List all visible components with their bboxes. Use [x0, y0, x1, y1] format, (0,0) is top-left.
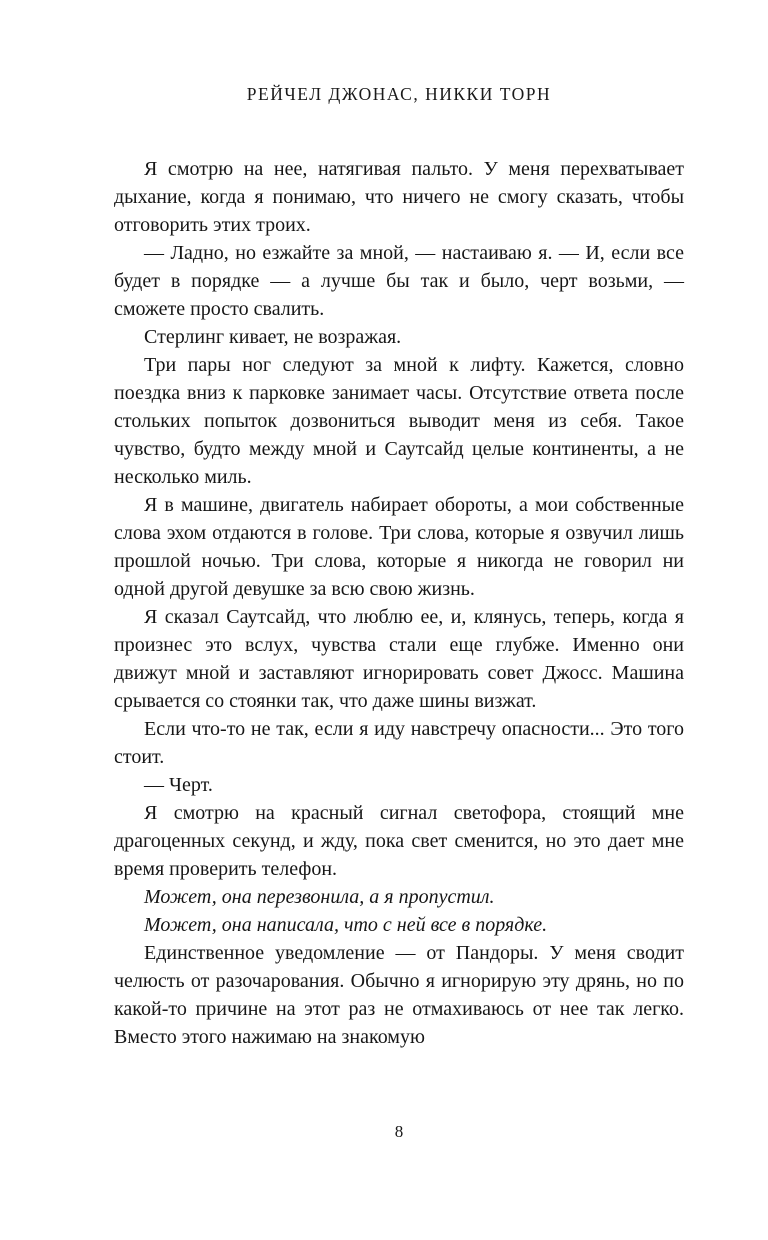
paragraph-italic: Может, она написала, что с ней все в порядке.	[144, 914, 548, 936]
paragraph: Три пары ног следуют за мной к лифту. Кажется, словно поездка вниз к парковке занимает часы. Отсутствие ответа после стольких попыток дозвониться выводит меня из себя. Такое чувство, будто между мной и Саутсайд целые континенты, а не несколько миль.	[114, 354, 684, 488]
paragraph-italic: Может, она перезвонила, а я пропустил.	[144, 886, 495, 908]
paragraph: Единственное уведомление — от Пандоры. У меня сводит челюсть от разочарования. Обычно я игнорирую эту дрянь, но по какой-то причине на этот раз не отмахиваюсь от нее так легко. Вместо этого нажимаю на знакомую	[114, 942, 684, 1048]
page-content	[114, 0, 684, 1051]
paragraph: Я сказал Саутсайд, что люблю ее, и, клянусь, теперь, когда я произнес это вслух, чувства стали еще глубже. Именно они движут мной и заставляют игнорировать совет Джосс. Машина срывается со стоянки так, что даже шины визжат.	[114, 606, 684, 712]
paragraph: Я в машине, двигатель набирает обороты, а мои собственные слова эхом отдаются в голове. Три слова, которые я озвучил лишь прошлой ночью. Три слова, которые я никогда не говорил ни одной другой девушке за всю свою жизнь.	[114, 494, 684, 600]
page-number: 8	[394, 1122, 404, 1141]
paragraph: Если что-то не так, если я иду навстречу опасности... Это того стоит.	[114, 718, 684, 768]
body-text	[114, 155, 684, 1051]
paragraph: — Ладно, но езжайте за мной, — настаиваю я. — И, если все будет в порядке — а лучше бы так и было, черт возьми, — сможете просто свалить.	[114, 242, 684, 320]
paragraph: — Черт.	[144, 774, 213, 796]
running-head: РЕЙЧЕЛ ДЖОНАС, НИККИ ТОРН	[246, 84, 552, 104]
paragraph: Я смотрю на нее, натягивая пальто. У меня перехватывает дыхание, когда я понимаю, что ничего не смогу сказать, чтобы отговорить этих троих.	[114, 158, 684, 236]
paragraph: Я смотрю на красный сигнал светофора, стоящий мне драгоценных секунд, и жду, пока свет сменится, но это дает мне время проверить телефон.	[114, 802, 684, 880]
paragraph: Стерлинг кивает, не возражая.	[144, 326, 402, 348]
